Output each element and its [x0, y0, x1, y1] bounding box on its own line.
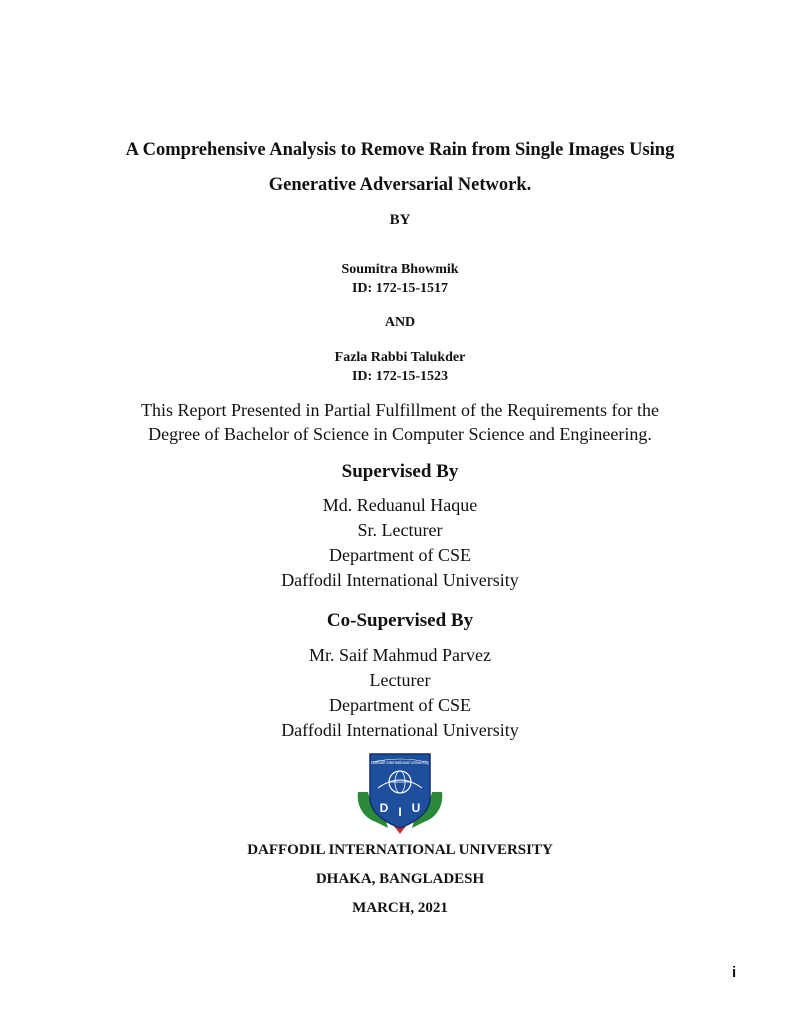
footer-date: MARCH, 2021: [352, 900, 448, 916]
footer-location: DHAKA, BANGLADESH: [315, 871, 485, 887]
co-supervisor-heading: Co-Supervised By: [326, 610, 474, 631]
author1-name: Soumitra Bhowmik: [341, 262, 459, 277]
page-number: i: [732, 964, 737, 981]
statement-line-2: Degree of Bachelor of Science in Computer Science and Engineering.: [148, 424, 652, 444]
title-line-1: A Comprehensive Analysis to Remove Rain from Single Images Using: [125, 140, 675, 160]
co-supervisor-name: Mr. Saif Mahmud Parvez: [309, 645, 491, 665]
supervisor-name: Md. Reduanul Haque: [322, 495, 478, 515]
author1-id: ID: 172-15-1517: [351, 281, 449, 296]
co-supervisor-university: Daffodil International University: [281, 720, 519, 740]
author2-name: Fazla Rabbi Talukder: [334, 350, 466, 365]
by-label: BY: [389, 212, 411, 228]
co-supervisor-designation: Lecturer: [369, 670, 431, 690]
statement-line-1: This Report Presented in Partial Fulfillment of the Requirements for the: [141, 400, 659, 420]
supervisor-designation: Sr. Lecturer: [357, 520, 443, 540]
svg-text:Daffodil International Univers: Daffodil International University: [371, 760, 429, 765]
svg-text:I: I: [398, 805, 402, 819]
co-supervisor-department: Department of CSE: [329, 695, 471, 715]
supervisor-department: Department of CSE: [329, 545, 471, 565]
footer-institution: DAFFODIL INTERNATIONAL UNIVERSITY: [247, 842, 553, 858]
supervisor-university: Daffodil International University: [281, 570, 519, 590]
and-label: AND: [384, 315, 416, 330]
svg-text:U: U: [411, 801, 421, 815]
author2-id: ID: 172-15-1523: [351, 369, 449, 384]
svg-text:D: D: [379, 801, 389, 815]
supervisor-heading: Supervised By: [341, 461, 459, 482]
title-line-2: Generative Adversarial Network.: [268, 175, 532, 195]
diu-crest-logo-icon: [354, 748, 446, 834]
